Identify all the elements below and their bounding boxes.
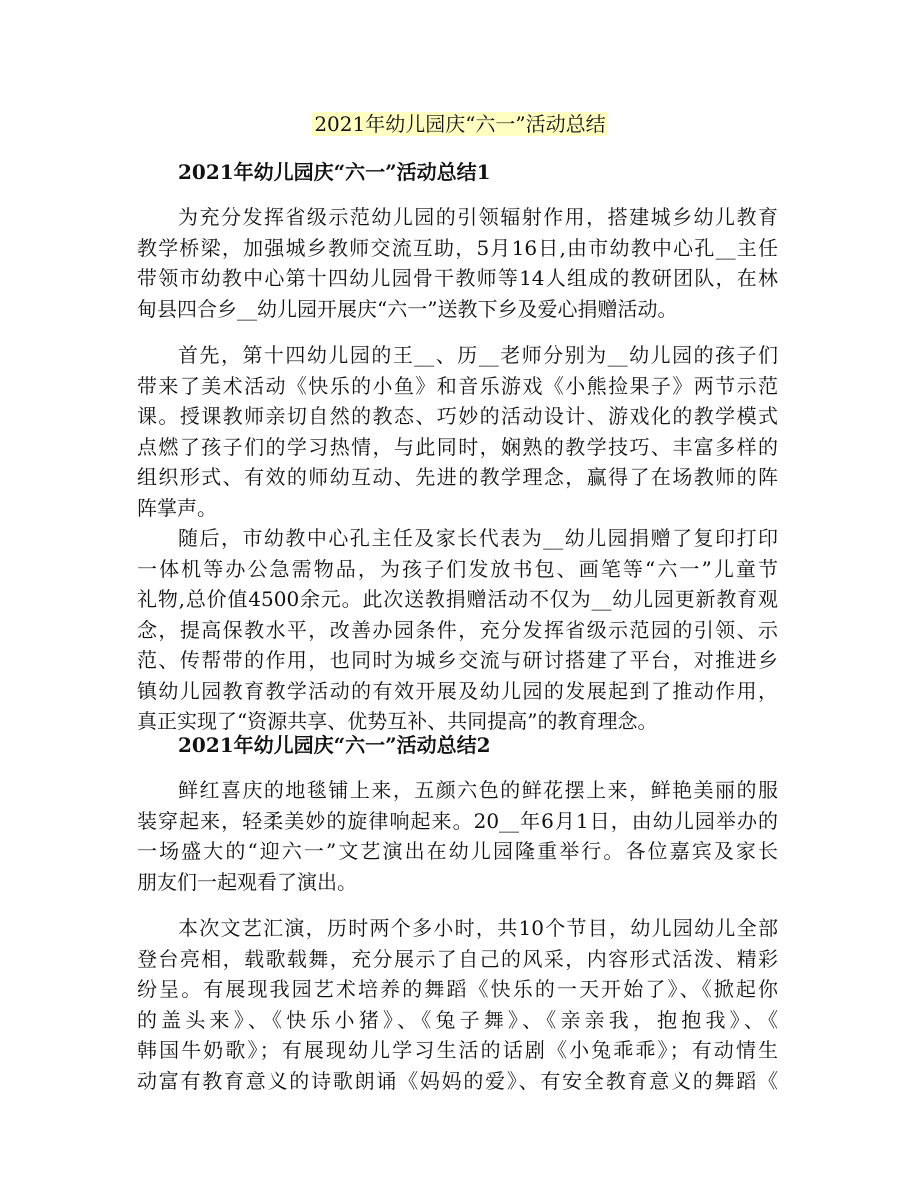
text-line: 装穿起来，轻柔美妙的旋律响起来。20__年6月1日，由幼儿园举办的 xyxy=(137,808,778,833)
text-line: 随后，市幼教中心孔主任及家长代表为__幼儿园捐赠了复印打印 xyxy=(178,526,778,550)
text-line: 韩国牛奶歌》；有展现幼儿学习生活的话剧《小兔乖乖》；有动情生 xyxy=(137,1038,778,1062)
text-line: 纷呈。有展现我园艺术培养的舞蹈《快乐的一天开始了》、《掀起你 xyxy=(137,977,778,1001)
text-line: 鲜红喜庆的地毯铺上来，五颜六色的鲜花摆上来，鲜艳美丽的服 xyxy=(178,778,778,802)
text-line: 课。授课教师亲切自然的教态、巧妙的活动设计、游戏化的教学模式 xyxy=(137,404,778,428)
text-line: 带领市幼教中心第十四幼儿园骨干教师等14人组成的教研团队，在林 xyxy=(137,266,778,290)
text-line: 礼物,总价值4500余元。此次送教捐赠活动不仅为__幼儿园更新教育观 xyxy=(137,587,778,611)
text-line: 朋友们一起观看了演出。 xyxy=(137,869,357,894)
paragraph xyxy=(137,775,778,897)
text-line: 为充分发挥省级示范幼儿园的引领辐射作用，搭建城乡幼儿教育 xyxy=(178,205,778,229)
paragraph xyxy=(137,202,778,324)
text-line: 点燃了孩子们的学习热情，与此同时，娴熟的教学技巧、丰富多样的 xyxy=(137,434,778,459)
text-line: 教学桥梁，加强城乡教师交流互助，5月16日,由市幼教中心孔__主任 xyxy=(137,235,778,260)
paragraph xyxy=(137,523,778,737)
text-line: 动富有教育意义的诗歌朗诵《妈妈的爱》、有安全教育意义的舞蹈《 xyxy=(137,1068,778,1093)
text-line: 范、传帮带的作用，也同时为城乡交流与研讨搭建了平台，对推进乡 xyxy=(137,648,778,672)
text-line: 一场盛大的“迎六一”文艺演出在幼儿园隆重举行。各位嘉宾及家长 xyxy=(137,839,778,863)
text-line: 首先，第十四幼儿园的王__、历__老师分别为__幼儿园的孩子们 xyxy=(178,343,778,367)
text-line: 带来了美术活动《快乐的小鱼》和音乐游戏《小熊捡果子》两节示范 xyxy=(137,373,778,398)
text-line: 阵掌声。 xyxy=(137,495,217,520)
paragraph xyxy=(137,913,778,1096)
text-line: 甸县四合乡__幼儿园开展庆“六一”送教下乡及爱心捐赠活动。 xyxy=(137,296,678,321)
text-line: 真正实现了“资源共享、优势互补、共同提高”的教育理念。 xyxy=(137,709,658,733)
text-line: 的盖头来》、《快乐小猪》、《兔子舞》、《亲亲我，抱抱我》、《 xyxy=(137,1007,778,1032)
section-heading-2: 2021年幼儿园庆“六一”活动总结2 xyxy=(178,733,491,757)
text-line: 本次文艺汇演，历时两个多小时，共10个节目，幼儿园幼儿全部 xyxy=(178,916,778,940)
paragraph xyxy=(137,340,778,523)
document-title-text: 2021年幼儿园庆“六一”活动总结 xyxy=(314,112,606,136)
section-heading-1: 2021年幼儿园庆“六一”活动总结1 xyxy=(178,160,491,184)
document-title xyxy=(0,110,920,138)
text-line: 一体机等办公急需物品，为孩子们发放书包、画笔等“六一”儿童节 xyxy=(137,556,778,581)
text-line: 镇幼儿园教育教学活动的有效开展及幼儿园的发展起到了推动作用， xyxy=(137,678,778,703)
text-line: 登台亮相，载歌载舞，充分展示了自己的风采，内容形式活泼、精彩 xyxy=(137,946,778,971)
text-line: 组织形式、有效的师幼互动、先进的教学理念，赢得了在场教师的阵 xyxy=(137,465,778,489)
text-line: 念，提高保教水平，改善办园条件，充分发挥省级示范园的引领、示 xyxy=(137,617,778,642)
